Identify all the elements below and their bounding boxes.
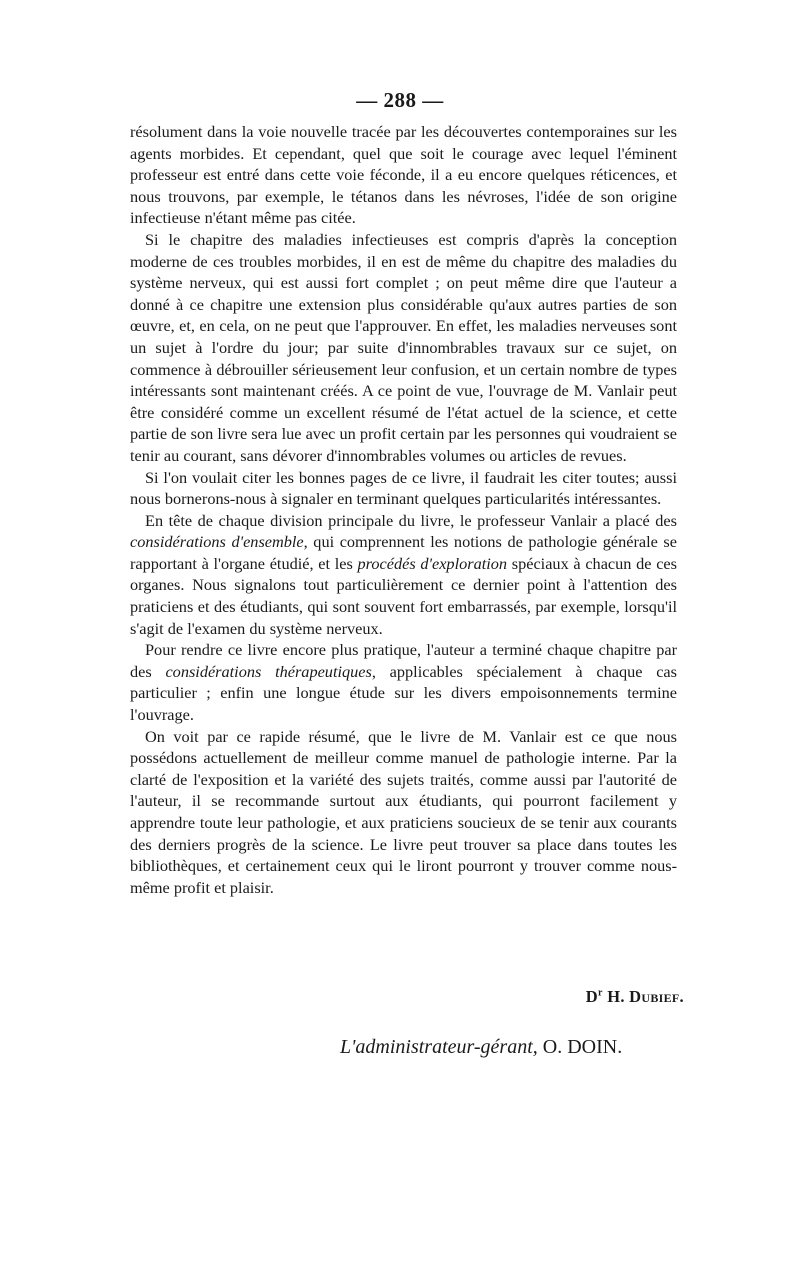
signature-initial: H. bbox=[607, 987, 630, 1006]
paragraph bbox=[130, 510, 677, 640]
signature-title-sup: r bbox=[598, 987, 603, 999]
italic-phrase: procédés d'exploration bbox=[357, 553, 508, 573]
paragraph bbox=[130, 639, 677, 725]
text-run: , applicables spécialement à chaque cas particulier ; enfin une longue étude sur les divers empoisonnements termine l'ouvrage. bbox=[130, 661, 677, 725]
signature-name: Dubief. bbox=[629, 987, 684, 1006]
signature-title: D bbox=[585, 987, 598, 1006]
administrator-name: O. DOIN. bbox=[537, 1036, 623, 1058]
paragraph bbox=[130, 229, 677, 467]
text-run: Si l'on voulait citer les bonnes pages de ce livre, il faudrait les citer toutes; aussi nous bornerons-nous à signaler en terminant quelques particularités intéressantes. bbox=[130, 467, 677, 509]
page-number: — 288 — bbox=[356, 88, 444, 112]
text-run: résolument dans la voie nouvelle tracée par les découvertes contemporaines sur les agents morbides. Et cependant, quel que soit le courage avec lequel l'éminent professeur est entré dans cette voie féconde, il a eu encore quelques réticences, et nous trouvons, par exemple, le tétanos dans les névroses, l'idée de son origine infectieuse n'étant même pas citée. bbox=[130, 122, 677, 228]
italic-phrase: considérations d'ensemble bbox=[130, 532, 304, 552]
paragraph bbox=[130, 121, 677, 229]
text-run: En tête de chaque division principale du livre, le professeur Vanlair a placé des bbox=[145, 510, 677, 530]
text-run: Pour rendre ce livre encore plus pratique, l'auteur a terminé chaque chapitre par des bbox=[130, 640, 677, 681]
italic-phrase: considérations thérapeutiques bbox=[165, 661, 372, 681]
text-run: , qui comprennent les notions de pathologie générale se rapportant à l'organe étudié, et les bbox=[130, 532, 677, 573]
text-run: On voit par ce rapide résumé, que le livre de M. Vanlair est ce que nous possédons actuellement de meilleur comme manuel de pathologie interne. Par la clarté de l'exposition et la variété des sujets traités, comme aussi par l'autorité de l'auteur, il se recommande surtout aux étudiants, qui pourront facilement y apprendre toute leur pathologie, et aux praticiens soucieux de se tenir aux courants des derniers progrès de la science. Le livre peut trouver sa place dans toutes les bibliothèques, et certainement ceux qui le liront pourront y trouver comme nous-même profit et plaisir. bbox=[130, 726, 677, 897]
text-run: Si le chapitre des maladies infectieuses est compris d'après la conception moderne de ces troubles morbides, il en est de même du chapitre des maladies du système nerveux, qui est aussi fort complet ; on peut même dire que l'auteur a donné à ce chapitre une extension plus considérable qu'aux autres parties de son œuvre, et, en cela, on ne peut que l'approuver. En effet, les maladies nerveuses sont un sujet à l'ordre du jour; par suite d'innombrables travaux sur ce sujet, on commence à débrouiller sérieusement leur confusion, et un certain nombre de types intéressants sont maintenant créés. A ce point de vue, l'ouvrage de M. Vanlair peut être considéré comme un excellent résumé de l'état actuel de la science, et cette partie de son livre sera lue avec un profit certain par les personnes qui voudraient se tenir au courant, sans dévorer d'innombrables volumes ou articles de revues. bbox=[130, 229, 677, 465]
author-signature bbox=[586, 987, 684, 1007]
administrator-label: L'administrateur-gérant, bbox=[340, 1036, 538, 1058]
article-body bbox=[130, 121, 677, 898]
administrator-line bbox=[340, 1036, 622, 1059]
text-run: spéciaux à chacun de ces organes. Nous signalons tout particulièrement ce dernier point à l'attention des praticiens et des étudiants, qui sont souvent fort embarrassés, par exemple, lorsqu'il s'agit de l'examen du système nerveux. bbox=[130, 553, 677, 638]
paragraph bbox=[130, 467, 677, 510]
paragraph bbox=[130, 726, 677, 899]
